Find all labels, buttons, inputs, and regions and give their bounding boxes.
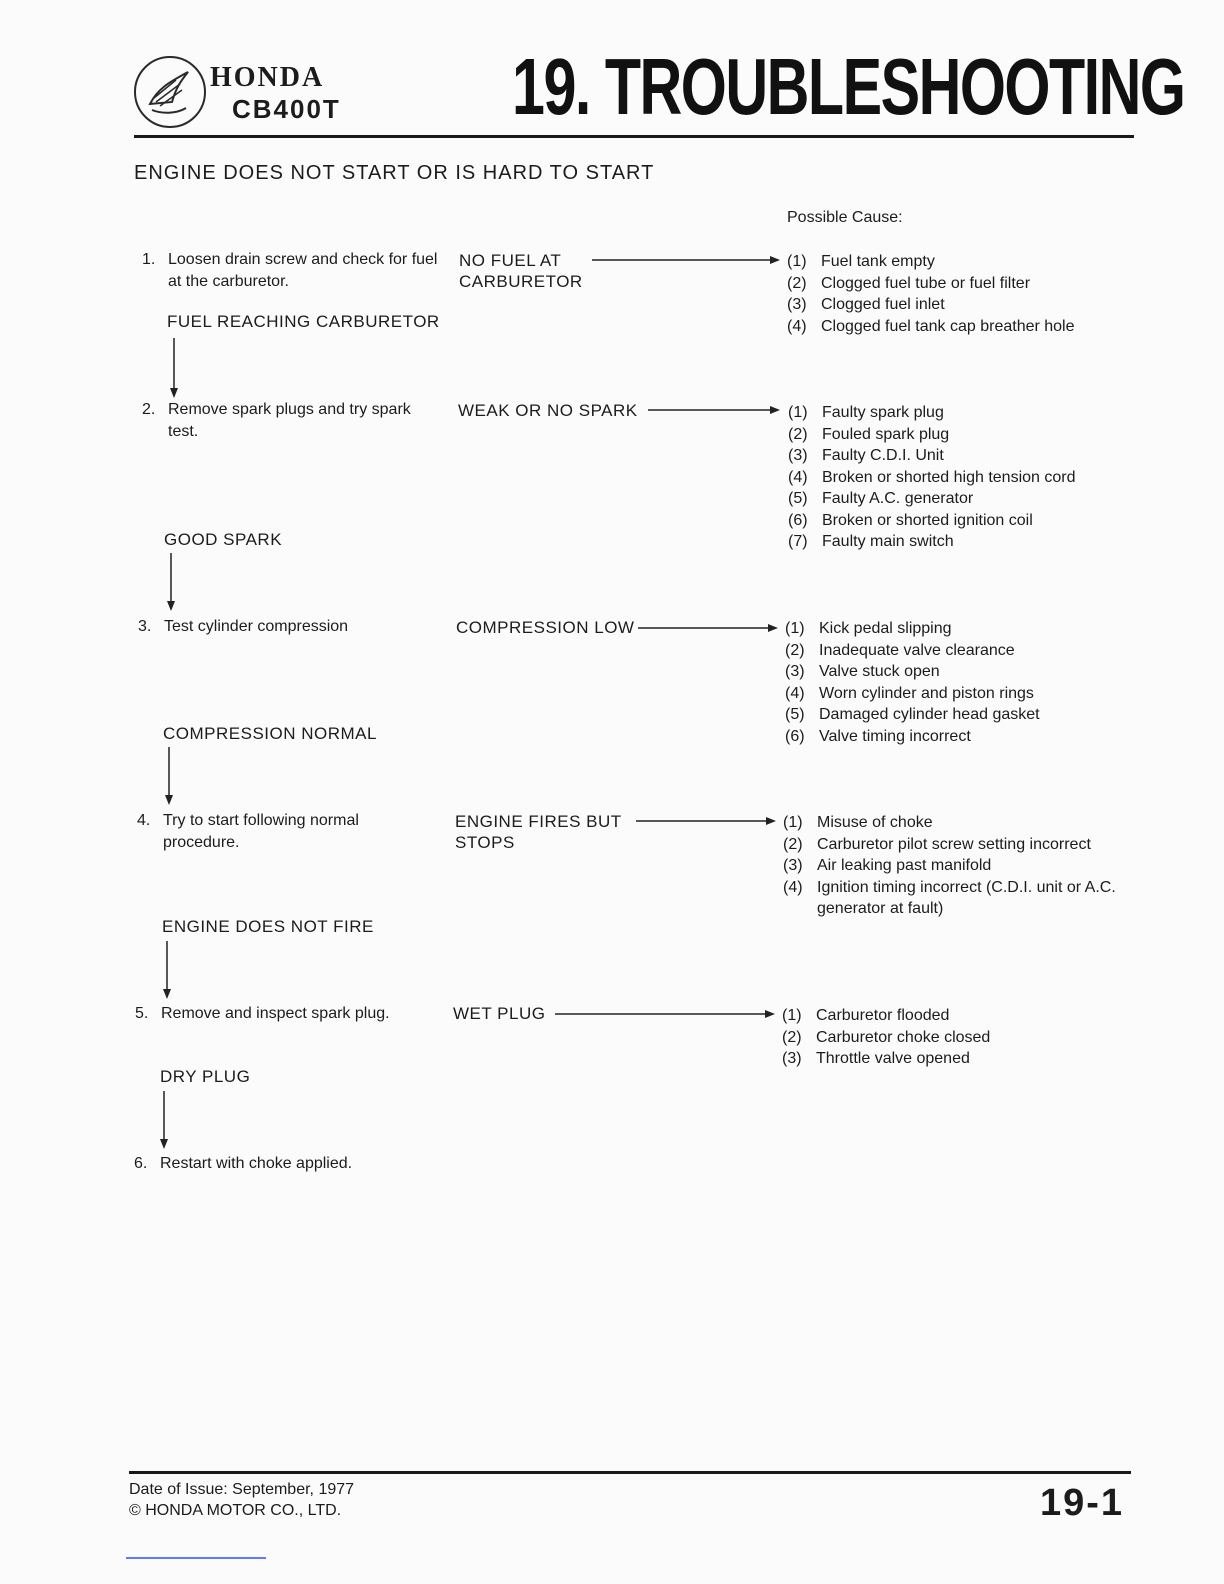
step-number: 5.	[135, 1005, 149, 1022]
cause-item: (3) Throttle valve opened	[782, 1050, 970, 1067]
step-3-causes	[785, 618, 1125, 747]
step-2-ok-outcome: GOOD SPARK	[164, 530, 283, 549]
honda-wing-logo-icon	[134, 56, 206, 128]
step-1-causes	[787, 251, 1127, 337]
arrow-right-icon	[648, 410, 782, 420]
step-3-result: COMPRESSION LOW	[456, 618, 635, 637]
step-text: Loosen drain screw and check for fuel at the carburetor.	[168, 251, 438, 290]
cause-item: (2) Carburetor choke closed	[782, 1028, 991, 1046]
cause-item: (5) Damaged cylinder head gasket	[785, 706, 1040, 723]
cause-item: (6) Valve timing incorrect	[785, 727, 971, 745]
cause-item: (3) Faulty C.D.I. Unit	[788, 447, 944, 464]
arrow-down-icon	[167, 941, 177, 1001]
cause-item: (3) Air leaking past manifold	[783, 857, 992, 874]
arrow-down-icon	[174, 338, 184, 400]
step-number: 2.	[142, 401, 156, 418]
cause-item: (3) Clogged fuel inlet	[787, 296, 945, 313]
section-title: ENGINE DOES NOT START OR IS HARD TO START	[134, 162, 655, 184]
step-text: Test cylinder compression	[164, 618, 349, 635]
step-4-causes	[783, 812, 1128, 920]
cause-item: (1) Kick pedal slipping	[785, 620, 952, 637]
step-5-result: WET PLUG	[453, 1004, 546, 1023]
step-number: 4.	[137, 812, 151, 829]
step-text: Restart with choke applied.	[160, 1155, 353, 1172]
cause-item: (1) Carburetor flooded	[782, 1007, 950, 1024]
step-number: 3.	[138, 618, 152, 635]
arrow-down-icon	[164, 1091, 174, 1151]
arrow-right-icon	[638, 628, 780, 638]
cause-item: (7) Faulty main switch	[788, 533, 954, 550]
cause-item: (4) Broken or shorted high tension cord	[788, 468, 1076, 486]
cause-item: (4) Worn cylinder and piston rings	[785, 684, 1034, 702]
step-1-ok-outcome: FUEL REACHING CARBURETOR	[167, 312, 440, 331]
header-rule	[134, 135, 1134, 138]
step-number: 1.	[142, 251, 156, 268]
cause-item: (2) Inadequate valve clearance	[785, 641, 1015, 659]
arrow-down-icon	[171, 553, 181, 613]
step-2-causes	[788, 402, 1128, 553]
cause-item: (2) Fouled spark plug	[788, 425, 950, 443]
arrow-down-icon	[169, 747, 179, 807]
copyright: © HONDA MOTOR CO., LTD.	[129, 1502, 342, 1519]
step-text: Remove spark plugs and try spark test.	[168, 401, 411, 440]
step-text: Try to start following normal procedure.	[163, 812, 359, 851]
brand-name: HONDA	[210, 62, 325, 93]
arrow-right-icon	[555, 1014, 777, 1024]
step-3-ok-outcome: COMPRESSION NORMAL	[163, 724, 377, 743]
cause-item: (2) Clogged fuel tube or fuel filter	[787, 274, 1031, 292]
cause-item: (1) Misuse of choke	[783, 814, 933, 831]
issue-date: Date of Issue: September, 1977	[129, 1481, 355, 1498]
step-2-result: WEAK OR NO SPARK	[458, 401, 638, 420]
cause-item: (6) Broken or shorted ignition coil	[788, 511, 1033, 529]
step-text: Remove and inspect spark plug.	[161, 1005, 390, 1022]
step-4-result: ENGINE FIRES BUT STOPS	[455, 812, 622, 852]
step-5-ok-outcome: DRY PLUG	[160, 1067, 251, 1086]
step-5-causes	[782, 1005, 1122, 1070]
cause-item: (4) Clogged fuel tank cap breather hole	[787, 317, 1075, 335]
step-number: 6.	[134, 1155, 148, 1172]
step-1-result: NO FUEL AT CARBURETOR	[459, 251, 583, 291]
cause-item: (5) Faulty A.C. generator	[788, 490, 974, 507]
page-number: 19-1	[1040, 1482, 1125, 1524]
cause-item: (1) Faulty spark plug	[788, 404, 944, 421]
model-name: CB400T	[232, 94, 341, 124]
footer-rule	[129, 1471, 1131, 1474]
step-4-ok-outcome: ENGINE DOES NOT FIRE	[162, 917, 374, 936]
link-underline	[126, 1557, 266, 1559]
arrow-right-icon	[636, 821, 778, 831]
cause-item: (4) Ignition timing incorrect (C.D.I. unit or A.C. generator at fault)	[783, 878, 1116, 917]
cause-item: (2) Carburetor pilot screw setting incorrect	[783, 835, 1091, 853]
cause-item: (1) Fuel tank empty	[787, 253, 935, 270]
footer-info	[129, 1479, 354, 1521]
arrow-right-icon	[592, 260, 782, 270]
cause-item: (3) Valve stuck open	[785, 663, 940, 680]
possible-cause-heading: Possible Cause:	[787, 209, 903, 226]
chapter-title: 19. TROUBLESHOOTING	[512, 42, 1185, 131]
